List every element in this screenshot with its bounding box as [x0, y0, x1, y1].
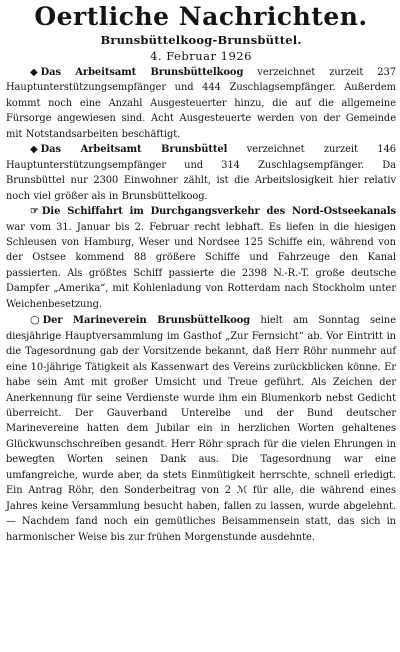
article-body: war vom 31. Januar bis 2. Februar recht lebhaft. Es liefen in die hiesigen Schleusen von Hamburg, Weser und Nordsee 125 Schiffe ein, während von der Ostsee kommend 88 größere Schiffe und Fahrzeuge den Kanal passierten. Als größtes Schiff passierte die 2398 N.-R.-T. große deutsche Dampfer „Amerika“, mit Kohlenladung von Rotterdam nach Stockholm unter Weichenbesetzung. — [6, 221, 396, 310]
diamond-bullet-icon: ◆ — [30, 144, 38, 156]
newspaper-column — [6, 2, 396, 650]
article-schiffahrt — [6, 204, 396, 312]
article-marineverein — [6, 312, 396, 545]
article-lead: Der Marineverein Brunsbüttelkoog — [42, 315, 251, 327]
article-lead: Das Arbeitsamt Brunsbüttel — [40, 144, 228, 156]
article-body: verzeichnet zurzeit 146 Hauptunterstützungsempfänger und 314 Zuschlagsempfänger. Da Brunsbüttel nur 2300 Einwohner zählt, ist die Arbeitslosigkeit hier relativ noch viel größer als in Brunsbüttelkoog. — [6, 144, 396, 202]
article-arbeitsamt-brunsbuettelkoog — [6, 65, 396, 142]
article-lead: Die Schiffahrt im Durchgangsverkehr des Nord-Ostseekanals — [41, 206, 396, 218]
diamond-bullet-icon: ◆ — [30, 67, 38, 78]
article-body: verzeichnet zurzeit 237 Hauptunterstützungsempfänger und 444 Zuschlagsempfänger. Außerdem kommt noch eine Anzahl Ausgesteuerter hinzu, die auf die allgemeine Fürsorge angewiesen sind. Acht Ausgesteuerte werden von der Gemeinde mit Notstandsarbeiten beschäftigt. — [6, 67, 396, 140]
article-body: hielt am Sonntag seine diesjährige Hauptversammlung im Gasthof „Zur Fernsicht“ ab. Vor Eintritt in die Tagesordnung gab der Vorsitzende bekannt, daß Herr Röhr nunmehr auf eine 10-jährige Tätigkeit als Kassenwart des Vereins zurückblicken könne. Er habe sein Amt mit großer Umsicht und Treue geführt. Als Zeichen der Anerkennung für seine Verdienste wurde ihm ein Blumenkorb nebst Gedicht überreicht. Der Gauverband Unterelbe und der Bund deutscher Marinevereine hatten dem Jubilar ein in herzlichen Worten gehaltenes Glückwunschschreiben gesandt. Herr Röhr sprach für die vielen Ehrungen in bewegten Worten seinen Dank aus. Die Tagesordnung war eine umfangreiche, wurde aber, da stets Einmütigkeit herrschte, schnell erledigt. Ein Antrag Röhr, den Sonderbeitrag von 2 ℳ für alle, die während eines Jahres keine Versammlung besucht haben, fallen zu lassen, wurde abgelehnt. — Nachdem fand noch ein gemütliches Beisammensein statt, das sich in harmonischer Weise bis zur frühen Morgenstunde ausdehnte. — [6, 315, 397, 543]
article-arbeitsamt-brunsbuettel — [6, 142, 396, 204]
dateline: 4. Februar 1926 — [150, 49, 252, 63]
pointing-hand-icon: ☞ — [30, 206, 39, 218]
article-lead: Das Arbeitsamt Brunsbüttelkoog — [40, 67, 244, 78]
section-title: Oertliche Nachrichten. — [34, 2, 368, 31]
location-heading: Brunsbüttelkoog-Brunsbüttel. — [100, 33, 302, 47]
circle-bullet-icon: ○ — [30, 313, 40, 327]
